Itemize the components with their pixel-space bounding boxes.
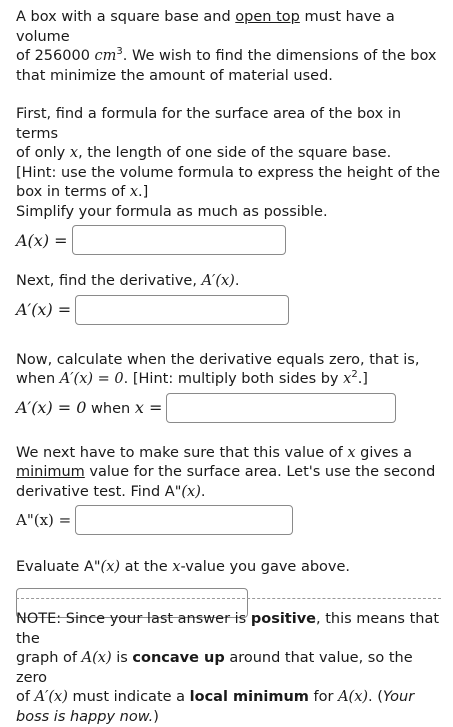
step5-text-a: Evaluate A"	[16, 559, 101, 575]
note-text-e: around that value, so the zero	[16, 650, 413, 686]
note-text-j: )	[153, 709, 159, 725]
unit-exponent: 3	[116, 46, 122, 57]
step3-line-1: Now, calculate when the derivative equals zero, that is,	[16, 351, 441, 371]
step3-text-b: . [Hint: multiply both sides by	[124, 371, 343, 387]
step4-line-2	[16, 463, 441, 483]
step-2	[16, 272, 441, 328]
minimum-underlined: minimum	[16, 464, 85, 480]
local-minimum-bold: local minimum	[190, 689, 309, 705]
derivative-label: A′(x) =	[16, 300, 71, 319]
step1-text-b: , the length of one side of the square base.	[78, 145, 391, 161]
step5-text-b: at the	[120, 559, 172, 575]
intro-text-c: of 256000	[16, 48, 95, 64]
critical-label: A′(x) = 0	[16, 398, 86, 417]
function-A-prime: A′(x)	[35, 689, 68, 705]
boss-happy-italic: boss is happy now.	[16, 709, 153, 725]
problem-intro	[16, 8, 441, 86]
step4-text-d: derivative test. Find A"	[16, 484, 181, 500]
surface-area-input[interactable]	[72, 225, 286, 255]
note-line-4	[16, 708, 446, 727]
note-text-d: is	[112, 650, 133, 666]
surface-area-label: A(x) =	[16, 231, 68, 250]
step-1	[16, 105, 441, 258]
second-derivative-input[interactable]	[75, 505, 293, 535]
step3-text-a: when	[16, 371, 60, 387]
step2-text-a: Next, find the derivative,	[16, 273, 202, 289]
critical-x-input[interactable]	[166, 393, 396, 423]
var-x: x	[347, 445, 355, 461]
step2-answer-row	[16, 292, 441, 328]
step2-text-b: .	[235, 273, 240, 289]
function-A: A(x)	[82, 650, 112, 666]
step-5	[16, 558, 441, 618]
step1-answer-row	[16, 222, 441, 258]
note-text-g: must indicate a	[68, 689, 190, 705]
step1-line-4	[16, 183, 441, 203]
second-derivative-label: A"(x) =	[16, 511, 71, 529]
step1-line-2	[16, 144, 441, 164]
note-divider	[16, 598, 441, 599]
step1-line-5: Simplify your formula as much as possible.	[16, 203, 441, 223]
open-top-underlined: open top	[235, 9, 300, 25]
note-text-a: NOTE: Since your last answer is	[16, 611, 251, 627]
var-x: x	[70, 145, 78, 161]
note-text-c: graph of	[16, 650, 82, 666]
step4-text-e: .	[201, 484, 206, 500]
x-exponent: 2	[351, 369, 357, 380]
note-line-2	[16, 649, 446, 688]
step4-text-b: gives a	[356, 445, 412, 461]
step4-line-1	[16, 444, 441, 464]
x-equals-label: x =	[135, 398, 163, 417]
step1-lhs	[16, 231, 68, 250]
var-x: x	[172, 559, 180, 575]
var-x: x	[130, 184, 138, 200]
step5-text-c: -value you gave above.	[180, 559, 350, 575]
note-text-f: of	[16, 689, 35, 705]
step4-answer-row	[16, 502, 441, 538]
step4-lhs	[16, 511, 71, 529]
note-section	[16, 610, 446, 727]
problem-page	[16, 8, 441, 618]
step4-line-3	[16, 483, 441, 503]
step1-line-1: First, find a formula for the surface area of the box in terms	[16, 105, 441, 144]
note-line-1	[16, 610, 446, 649]
step1-text-c: box in terms of	[16, 184, 130, 200]
step3-line-2	[16, 370, 441, 390]
paren-x: (x)	[101, 559, 121, 575]
intro-text-b: must have a volume	[16, 9, 395, 45]
note-text-b: , this means that the	[16, 611, 439, 647]
step3-answer-row	[16, 390, 441, 426]
step-3	[16, 351, 441, 426]
intro-text-d: . We wish to find the dimensions of the box	[123, 48, 437, 64]
step3-text-c: .]	[358, 371, 368, 387]
derivative-input[interactable]	[75, 295, 289, 325]
function-A: A(x)	[338, 689, 368, 705]
note-text-h: for	[309, 689, 338, 705]
intro-line-3: that minimize the amount of material used.	[16, 67, 441, 87]
step2-line-1	[16, 272, 441, 292]
when-text: when	[86, 401, 134, 417]
step1-line-3: [Hint: use the volume formula to express the height of the	[16, 164, 441, 184]
derivative-equals-zero: A′(x) = 0	[60, 371, 124, 387]
step3-lhs	[16, 398, 162, 417]
step5-line-1	[16, 558, 441, 578]
step1-text-d: .]	[138, 184, 148, 200]
step-4	[16, 444, 441, 539]
step4-text-c: value for the surface area. Let's use the second	[85, 464, 436, 480]
your-italic: Your	[383, 689, 414, 705]
unit-cm: cm	[95, 48, 117, 64]
var-x: x	[343, 371, 351, 387]
intro-text-a: A box with a square base and	[16, 9, 235, 25]
concave-up-bold: concave up	[132, 650, 224, 666]
intro-line-2	[16, 47, 441, 67]
note-line-3	[16, 688, 446, 708]
paren-x: (x)	[181, 484, 201, 500]
note-text-i: . (	[368, 689, 383, 705]
step2-lhs	[16, 300, 71, 319]
intro-line-1	[16, 8, 441, 47]
derivative-symbol: A′(x)	[202, 273, 235, 289]
step4-text-a: We next have to make sure that this value of	[16, 445, 347, 461]
positive-bold: positive	[251, 611, 316, 627]
step1-text-a: of only	[16, 145, 70, 161]
